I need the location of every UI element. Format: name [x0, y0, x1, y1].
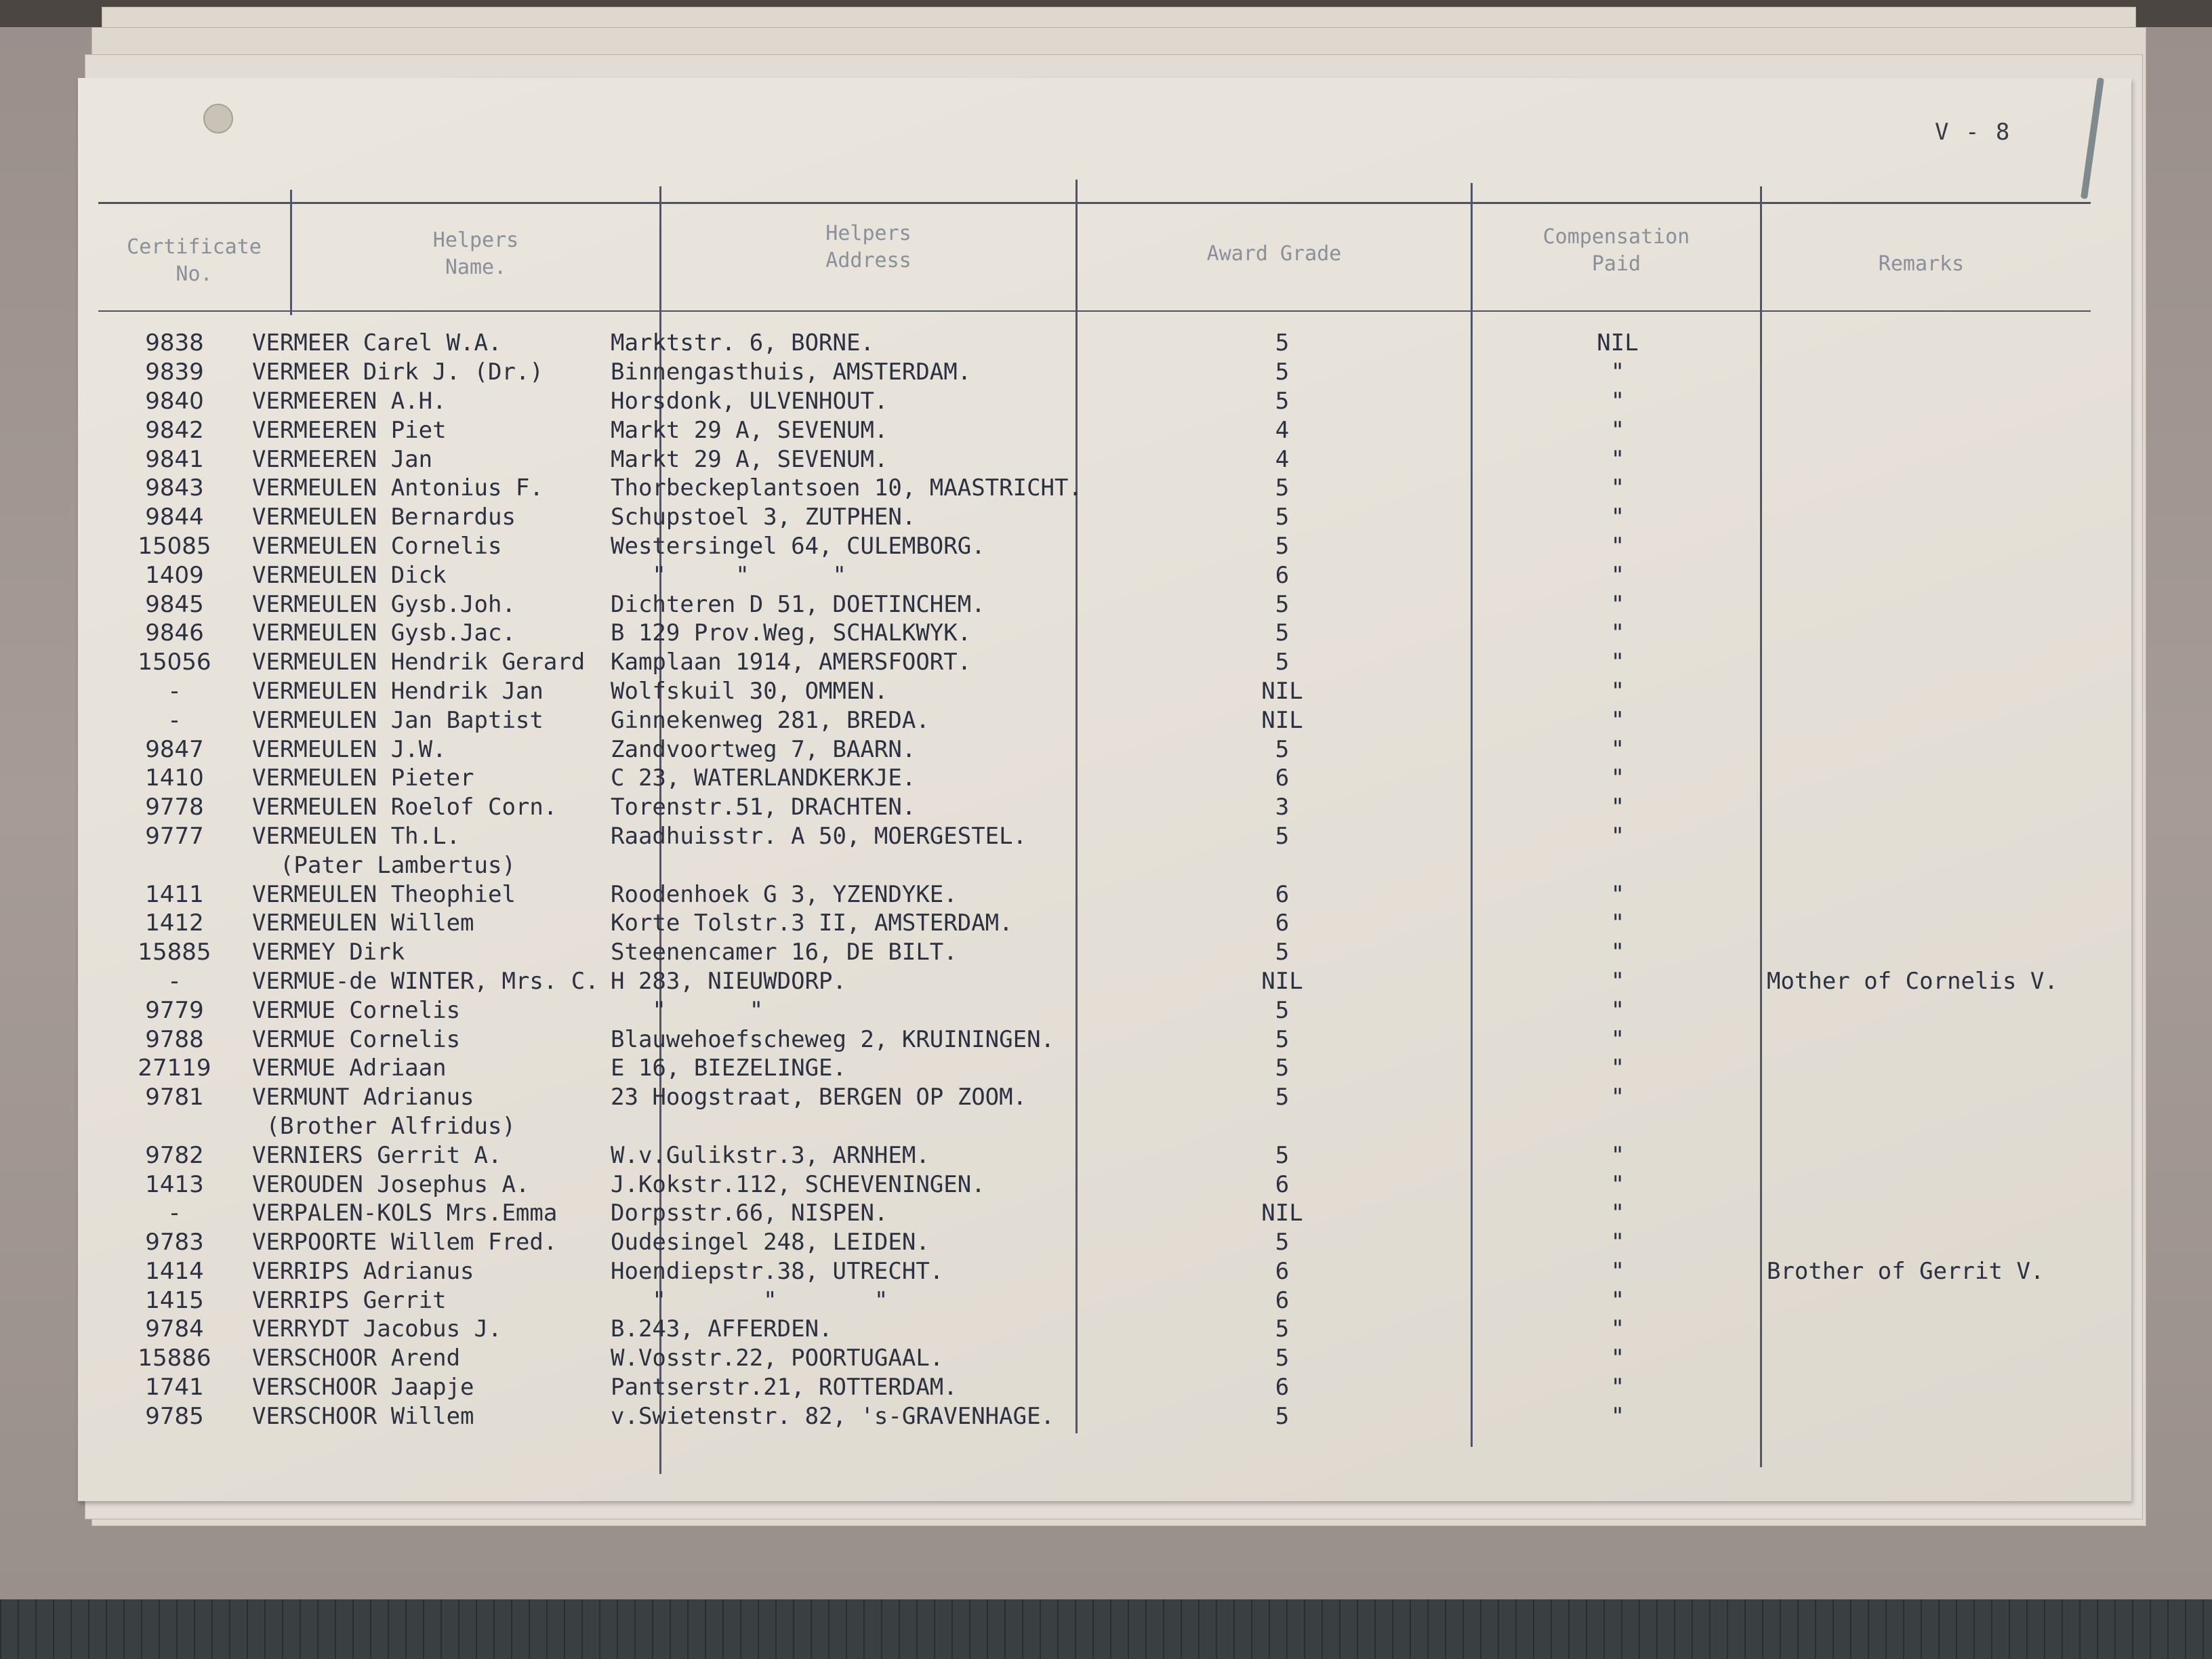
compensation-paid: ": [1610, 1084, 1625, 1111]
helpers-table-body: [105, 329, 2078, 1431]
compensation-paid: ": [1610, 1374, 1625, 1401]
table-row: [105, 648, 2078, 677]
compensation-paid: ": [1610, 387, 1625, 415]
remark: [1753, 909, 2078, 938]
remark: [1753, 851, 2078, 880]
header-compensation-line1: Compensation: [1542, 225, 1690, 249]
certificate-no: 9777: [145, 822, 204, 850]
helper-address: Roodenhoek G 3, YZENDYKE.: [611, 880, 958, 908]
certificate-no: 9842: [145, 416, 204, 444]
helper-address: C 23, WATERLANDKERKJE.: [611, 764, 916, 792]
remark: [1753, 1054, 2078, 1083]
table-row: [105, 1315, 2078, 1344]
award-grade: 4: [1275, 445, 1290, 473]
helper-name: VERMEULEN Theophiel: [252, 880, 516, 908]
header-bottom-rule: [98, 310, 2091, 312]
helper-name: VERMUE Adriaan: [252, 1054, 447, 1082]
helper-name: VERMEULEN Pieter: [252, 764, 474, 792]
award-grade: 5: [1275, 1402, 1290, 1430]
remark: [1753, 705, 2078, 735]
table-row: [105, 590, 2078, 619]
certificate-no: -: [170, 677, 179, 705]
header-remarks-line1: Remarks: [1878, 252, 1965, 276]
helper-name: VERMEEREN A.H.: [252, 387, 447, 415]
remark: [1753, 938, 2078, 967]
remark: [1753, 1141, 2078, 1170]
award-grade: 6: [1275, 1257, 1290, 1285]
certificate-no: 1415: [145, 1286, 204, 1314]
certificate-no: 9841: [145, 445, 204, 473]
header-top-rule: [98, 202, 2091, 204]
remark: [1753, 387, 2078, 416]
header-certificate-line2: No.: [176, 262, 213, 286]
award-grade: 5: [1275, 474, 1290, 502]
remark: [1753, 590, 2078, 619]
table-row: [105, 1083, 2078, 1112]
table-row: [105, 764, 2078, 793]
certificate-no: 9845: [145, 590, 204, 618]
certificate-no: -: [170, 706, 179, 734]
award-grade: NIL: [1261, 706, 1303, 734]
header-remarks: [1762, 251, 2081, 278]
remark: [1753, 329, 2078, 358]
helper-address: J.Kokstr.112, SCHEVENINGEN.: [611, 1170, 985, 1198]
award-grade: 5: [1275, 329, 1290, 357]
award-grade: 5: [1275, 532, 1290, 560]
remark: [1753, 619, 2078, 648]
header-certificate: [98, 234, 290, 288]
helper-address: [607, 1112, 1082, 1141]
certificate-no: 1741: [145, 1374, 204, 1401]
remark: [1753, 1112, 2078, 1141]
compensation-paid: ": [1610, 504, 1625, 531]
helper-address: Dorpsstr.66, NISPEN.: [611, 1200, 888, 1227]
header-award-grade: [1078, 241, 1471, 268]
certificate-no: 9839: [145, 359, 204, 386]
helper-name: VERMEULEN Gysb.Jac.: [252, 619, 516, 647]
table-row: [105, 677, 2078, 706]
award-grade: 6: [1275, 764, 1290, 792]
certificate-no: -: [170, 967, 179, 995]
table-row: [105, 387, 2078, 416]
helper-address: v.Swietenstr. 82, 's-GRAVENHAGE.: [611, 1402, 1055, 1430]
remark: Brother of Gerrit V.: [1766, 1257, 2045, 1285]
compensation-paid: ": [1610, 1257, 1625, 1285]
award-grade: [1082, 1112, 1482, 1141]
certificate-no: 15885: [138, 939, 211, 966]
record-sheet: [78, 78, 2131, 1501]
compensation-paid: ": [1610, 1286, 1625, 1314]
award-grade: 5: [1275, 1084, 1290, 1111]
award-grade: 6: [1275, 1170, 1290, 1198]
remark: [1753, 880, 2078, 909]
compensation-paid: ": [1610, 561, 1625, 589]
certificate-no: 15056: [138, 649, 211, 676]
certificate-no: 9783: [145, 1229, 204, 1256]
certificate-no: 9784: [145, 1315, 204, 1343]
compensation-paid: ": [1610, 532, 1625, 560]
helper-name: VERMEULEN Th.L.: [252, 822, 461, 850]
table-row: [105, 415, 2078, 445]
compensation-paid: ": [1610, 880, 1625, 908]
award-grade: 5: [1275, 1315, 1290, 1343]
helper-name: VERMUNT Adrianus: [252, 1084, 474, 1111]
table-row: [105, 619, 2078, 648]
helper-address: H 283, NIEUWDORP.: [611, 967, 846, 995]
helper-name: VERMEULEN J.W.: [252, 735, 447, 763]
table-row: [105, 735, 2078, 764]
award-grade: 5: [1275, 504, 1290, 531]
certificate-no: 1410: [145, 764, 204, 792]
compensation-paid: ": [1610, 909, 1625, 937]
table-row: [105, 445, 2078, 474]
header-compensation: [1473, 224, 1760, 278]
table-row: [105, 996, 2078, 1025]
table-row: [105, 1025, 2078, 1054]
compensation-paid: [1482, 1112, 1753, 1141]
helper-name: VERPALEN-KOLS Mrs.Emma: [252, 1200, 558, 1227]
table-row: [105, 1286, 2078, 1315]
compensation-paid: ": [1610, 706, 1625, 734]
award-grade: 5: [1275, 387, 1290, 415]
header-address: [661, 220, 1076, 274]
award-grade: 5: [1275, 939, 1290, 966]
helper-address: Pantserstr.21, ROTTERDAM.: [611, 1374, 958, 1401]
helper-name: VERRIPS Gerrit: [252, 1286, 447, 1314]
certificate-no: 9840: [145, 387, 204, 415]
helper-name: VERSCHOOR Willem: [252, 1402, 474, 1430]
certificate-no: 1413: [145, 1170, 204, 1198]
compensation-paid: ": [1610, 590, 1625, 618]
helper-name: VERMEULEN Dick: [252, 561, 447, 589]
certificate-no: 9779: [145, 996, 204, 1024]
helper-name: VERMUE-de WINTER, Mrs. C.: [252, 967, 599, 995]
helper-name: (Pater Lambertus): [252, 851, 516, 879]
remark: [1753, 560, 2078, 590]
helper-name: VERMEEREN Piet: [252, 416, 447, 444]
table-row: [105, 1257, 2078, 1286]
table-row: [105, 1373, 2078, 1402]
helper-name: VERMUE Cornelis: [252, 996, 461, 1024]
helper-name: VERMUE Cornelis: [252, 1025, 461, 1053]
table-row: [105, 329, 2078, 358]
helper-address: Raadhuisstr. A 50, MOERGESTEL.: [611, 822, 1027, 850]
table-row: [105, 1112, 2078, 1141]
certificate-no: 9844: [145, 504, 204, 531]
remark: [1753, 474, 2078, 503]
helper-name: VERMEER Dirk J. (Dr.): [252, 359, 544, 386]
award-grade: 5: [1275, 359, 1290, 386]
certificate-no: [105, 1112, 244, 1141]
helper-address: Markt 29 A, SEVENUM.: [611, 416, 888, 444]
certificate-no: 9846: [145, 619, 204, 647]
remark: [1753, 532, 2078, 561]
certificate-no: 9778: [145, 794, 204, 821]
helper-address: Zandvoortweg 7, BAARN.: [611, 735, 916, 763]
certificate-no: 1411: [145, 880, 204, 908]
helper-name: VERMEER Carel W.A.: [252, 329, 502, 357]
table-row: [105, 1170, 2078, 1199]
remark: [1753, 1083, 2078, 1112]
remark: [1753, 1025, 2078, 1054]
helper-name: VERMEULEN Jan Baptist: [252, 706, 544, 734]
helper-name: VERMEULEN Willem: [252, 909, 474, 937]
helper-address: Thorbeckeplantsoen 10, MAASTRICHT.: [611, 474, 1082, 502]
header-award-line1: Award Grade: [1206, 242, 1342, 266]
compensation-paid: ": [1610, 794, 1625, 821]
award-grade: 5: [1275, 996, 1290, 1024]
helper-address: Dichteren D 51, DOETINCHEM.: [611, 590, 985, 618]
table-row: [105, 851, 2078, 880]
helper-name: VERRYDT Jacobus J.: [252, 1315, 502, 1343]
helper-address: 23 Hoogstraat, BERGEN OP ZOOM.: [611, 1084, 1027, 1111]
compensation-paid: ": [1610, 764, 1625, 792]
helper-address: Westersingel 64, CULEMBORG.: [611, 532, 985, 560]
helper-address: Wolfskuil 30, OMMEN.: [611, 677, 888, 705]
certificate-no: 15085: [138, 532, 211, 560]
remark: [1753, 1401, 2078, 1431]
remark: [1753, 996, 2078, 1025]
helper-name: VERMEULEN Cornelis: [252, 532, 502, 560]
helper-address: W.Vosstr.22, POORTUGAAL.: [611, 1345, 944, 1372]
remark: [1753, 735, 2078, 764]
helper-name: VERRIPS Adrianus: [252, 1257, 474, 1285]
certificate-no: -: [170, 1200, 179, 1227]
helper-name: VERNIERS Gerrit A.: [252, 1141, 502, 1169]
helper-address: Torenstr.51, DRACHTEN.: [611, 794, 916, 821]
table-row: [105, 967, 2078, 996]
certificate-no: 9781: [145, 1084, 204, 1111]
table-row: [105, 1199, 2078, 1228]
helper-name: VERMEULEN Hendrik Gerard: [252, 649, 586, 676]
remark: [1753, 1373, 2078, 1402]
award-grade: 3: [1275, 794, 1290, 821]
award-grade: NIL: [1261, 1200, 1303, 1227]
helper-name: VERMEULEN Bernardus: [252, 504, 516, 531]
compensation-paid: [1482, 851, 1753, 880]
table-row: [105, 503, 2078, 532]
remark: [1753, 822, 2078, 851]
compensation-paid: ": [1610, 1345, 1625, 1372]
helper-address: [607, 851, 1082, 880]
helper-name: VERPOORTE Willem Fred.: [252, 1229, 558, 1256]
table-row: [105, 474, 2078, 503]
table-row: [105, 938, 2078, 967]
remark: [1753, 648, 2078, 677]
certificate-no: 1412: [145, 909, 204, 937]
table-row: [105, 1228, 2078, 1257]
helper-address: Schupstoel 3, ZUTPHEN.: [611, 504, 916, 531]
helper-address: W.v.Gulikstr.3, ARNHEM.: [611, 1141, 930, 1169]
certificate-no: 9788: [145, 1025, 204, 1053]
remark: [1753, 1344, 2078, 1373]
helper-address: " " ": [611, 561, 846, 589]
helper-address: " ": [611, 996, 764, 1024]
award-grade: 5: [1275, 1141, 1290, 1169]
compensation-paid: NIL: [1597, 329, 1639, 357]
table-row: [105, 1401, 2078, 1431]
award-grade: 5: [1275, 1025, 1290, 1053]
helper-address: Marktstr. 6, BORNE.: [611, 329, 874, 357]
compensation-paid: ": [1610, 939, 1625, 966]
helper-address: Ginnekenweg 281, BREDA.: [611, 706, 930, 734]
helpers-table: [105, 329, 2078, 1431]
award-grade: 6: [1275, 1374, 1290, 1401]
table-row: [105, 1141, 2078, 1170]
remark: [1753, 764, 2078, 793]
table-row: [105, 358, 2078, 387]
helper-address: B 129 Prov.Weg, SCHALKWYK.: [611, 619, 972, 647]
helper-address: Blauwehoefscheweg 2, KRUININGEN.: [611, 1025, 1055, 1053]
helper-address: Steenencamer 16, DE BILT.: [611, 939, 958, 966]
remark: [1753, 415, 2078, 445]
compensation-paid: ": [1610, 677, 1625, 705]
table-row: [105, 822, 2078, 851]
compensation-paid: ": [1610, 1054, 1625, 1082]
certificate-no: 1414: [145, 1257, 204, 1285]
header-address-line2: Address: [825, 249, 912, 272]
compensation-paid: ": [1610, 1402, 1625, 1430]
award-grade: NIL: [1261, 677, 1303, 705]
cutting-mat: [0, 1599, 2212, 1659]
sheet-number: V - 8: [1935, 119, 2011, 146]
remark: [1753, 1315, 2078, 1344]
compensation-paid: ": [1610, 474, 1625, 502]
helper-address: Hoendiepstr.38, UTRECHT.: [611, 1257, 944, 1285]
table-row: [105, 532, 2078, 561]
helper-address: Kamplaan 1914, AMERSFOORT.: [611, 649, 972, 676]
certificate-no: 9847: [145, 735, 204, 763]
certificate-no: 9782: [145, 1141, 204, 1169]
table-row: [105, 1344, 2078, 1373]
table-row: [105, 705, 2078, 735]
compensation-paid: ": [1610, 1141, 1625, 1169]
helper-name: VERMEY Dirk: [252, 939, 405, 966]
header-name: [292, 227, 659, 281]
helper-name: VERMEULEN Hendrik Jan: [252, 677, 544, 705]
certificate-no: 15886: [138, 1345, 211, 1372]
helper-name: VERMEEREN Jan: [252, 445, 433, 473]
helper-address: E 16, BIEZELINGE.: [611, 1054, 846, 1082]
helper-address: Markt 29 A, SEVENUM.: [611, 445, 888, 473]
compensation-paid: ": [1610, 1229, 1625, 1256]
helper-name: VERSCHOOR Arend: [252, 1345, 461, 1372]
helper-address: Binnengasthuis, AMSTERDAM.: [611, 359, 972, 386]
compensation-paid: ": [1610, 1200, 1625, 1227]
certificate-no: 9838: [145, 329, 204, 357]
punch-hole: [203, 104, 233, 134]
binding-string: [2081, 78, 2104, 199]
award-grade: NIL: [1261, 967, 1303, 995]
compensation-paid: ": [1610, 619, 1625, 647]
certificate-no: 9785: [145, 1402, 204, 1430]
helper-name: VERMEULEN Antonius F.: [252, 474, 544, 502]
remark: Mother of Cornelis V.: [1766, 967, 2058, 995]
certificate-no: [105, 851, 244, 880]
award-grade: 5: [1275, 619, 1290, 647]
award-grade: 5: [1275, 1054, 1290, 1082]
compensation-paid: ": [1610, 445, 1625, 473]
award-grade: 5: [1275, 649, 1290, 676]
award-grade: 5: [1275, 1345, 1290, 1372]
remark: [1753, 677, 2078, 706]
helper-address: " " ": [611, 1286, 888, 1314]
compensation-paid: ": [1610, 967, 1625, 995]
compensation-paid: ": [1610, 822, 1625, 850]
helper-address: Korte Tolstr.3 II, AMSTERDAM.: [611, 909, 1013, 937]
compensation-paid: ": [1610, 735, 1625, 763]
compensation-paid: ": [1610, 649, 1625, 676]
helper-name: VERMEULEN Roelof Corn.: [252, 794, 558, 821]
remark: [1753, 793, 2078, 822]
compensation-paid: ": [1610, 1170, 1625, 1198]
compensation-paid: ": [1610, 1025, 1625, 1053]
certificate-no: 27119: [138, 1054, 211, 1082]
table-row: [105, 880, 2078, 909]
award-grade: 5: [1275, 1229, 1290, 1256]
award-grade: 4: [1275, 416, 1290, 444]
compensation-paid: ": [1610, 416, 1625, 444]
header-name-line2: Name.: [445, 255, 507, 279]
compensation-paid: ": [1610, 359, 1625, 386]
certificate-no: 9843: [145, 474, 204, 502]
award-grade: 6: [1275, 561, 1290, 589]
helper-address: B.243, AFFERDEN.: [611, 1315, 833, 1343]
award-grade: 5: [1275, 590, 1290, 618]
award-grade: 6: [1275, 1286, 1290, 1314]
table-row: [105, 1054, 2078, 1083]
award-grade: 5: [1275, 822, 1290, 850]
table-row: [105, 560, 2078, 590]
certificate-no: 1409: [145, 561, 204, 589]
award-grade: [1082, 851, 1482, 880]
remark: [1753, 503, 2078, 532]
award-grade: 5: [1275, 735, 1290, 763]
table-row: [105, 909, 2078, 938]
award-grade: 6: [1275, 880, 1290, 908]
table-row: [105, 793, 2078, 822]
compensation-paid: ": [1610, 1315, 1625, 1343]
header-address-line1: Helpers: [825, 222, 912, 245]
award-grade: 6: [1275, 909, 1290, 937]
header-certificate-line1: Certificate: [127, 235, 262, 259]
remark: [1753, 1170, 2078, 1199]
helper-address: Horsdonk, ULVENHOUT.: [611, 387, 888, 415]
remark: [1753, 358, 2078, 387]
helper-name: VERSCHOOR Jaapje: [252, 1374, 474, 1401]
remark: [1753, 1228, 2078, 1257]
remark: [1753, 1286, 2078, 1315]
compensation-paid: ": [1610, 996, 1625, 1024]
helper-address: Oudesingel 248, LEIDEN.: [611, 1229, 930, 1256]
remark: [1753, 1199, 2078, 1228]
helper-name: VERMEULEN Gysb.Joh.: [252, 590, 516, 618]
helper-name: (Brother Alfridus): [252, 1112, 516, 1140]
header-compensation-line2: Paid: [1591, 252, 1641, 276]
remark: [1753, 445, 2078, 474]
header-name-line1: Helpers: [432, 228, 519, 252]
helper-name: VEROUDEN Josephus A.: [252, 1170, 530, 1198]
